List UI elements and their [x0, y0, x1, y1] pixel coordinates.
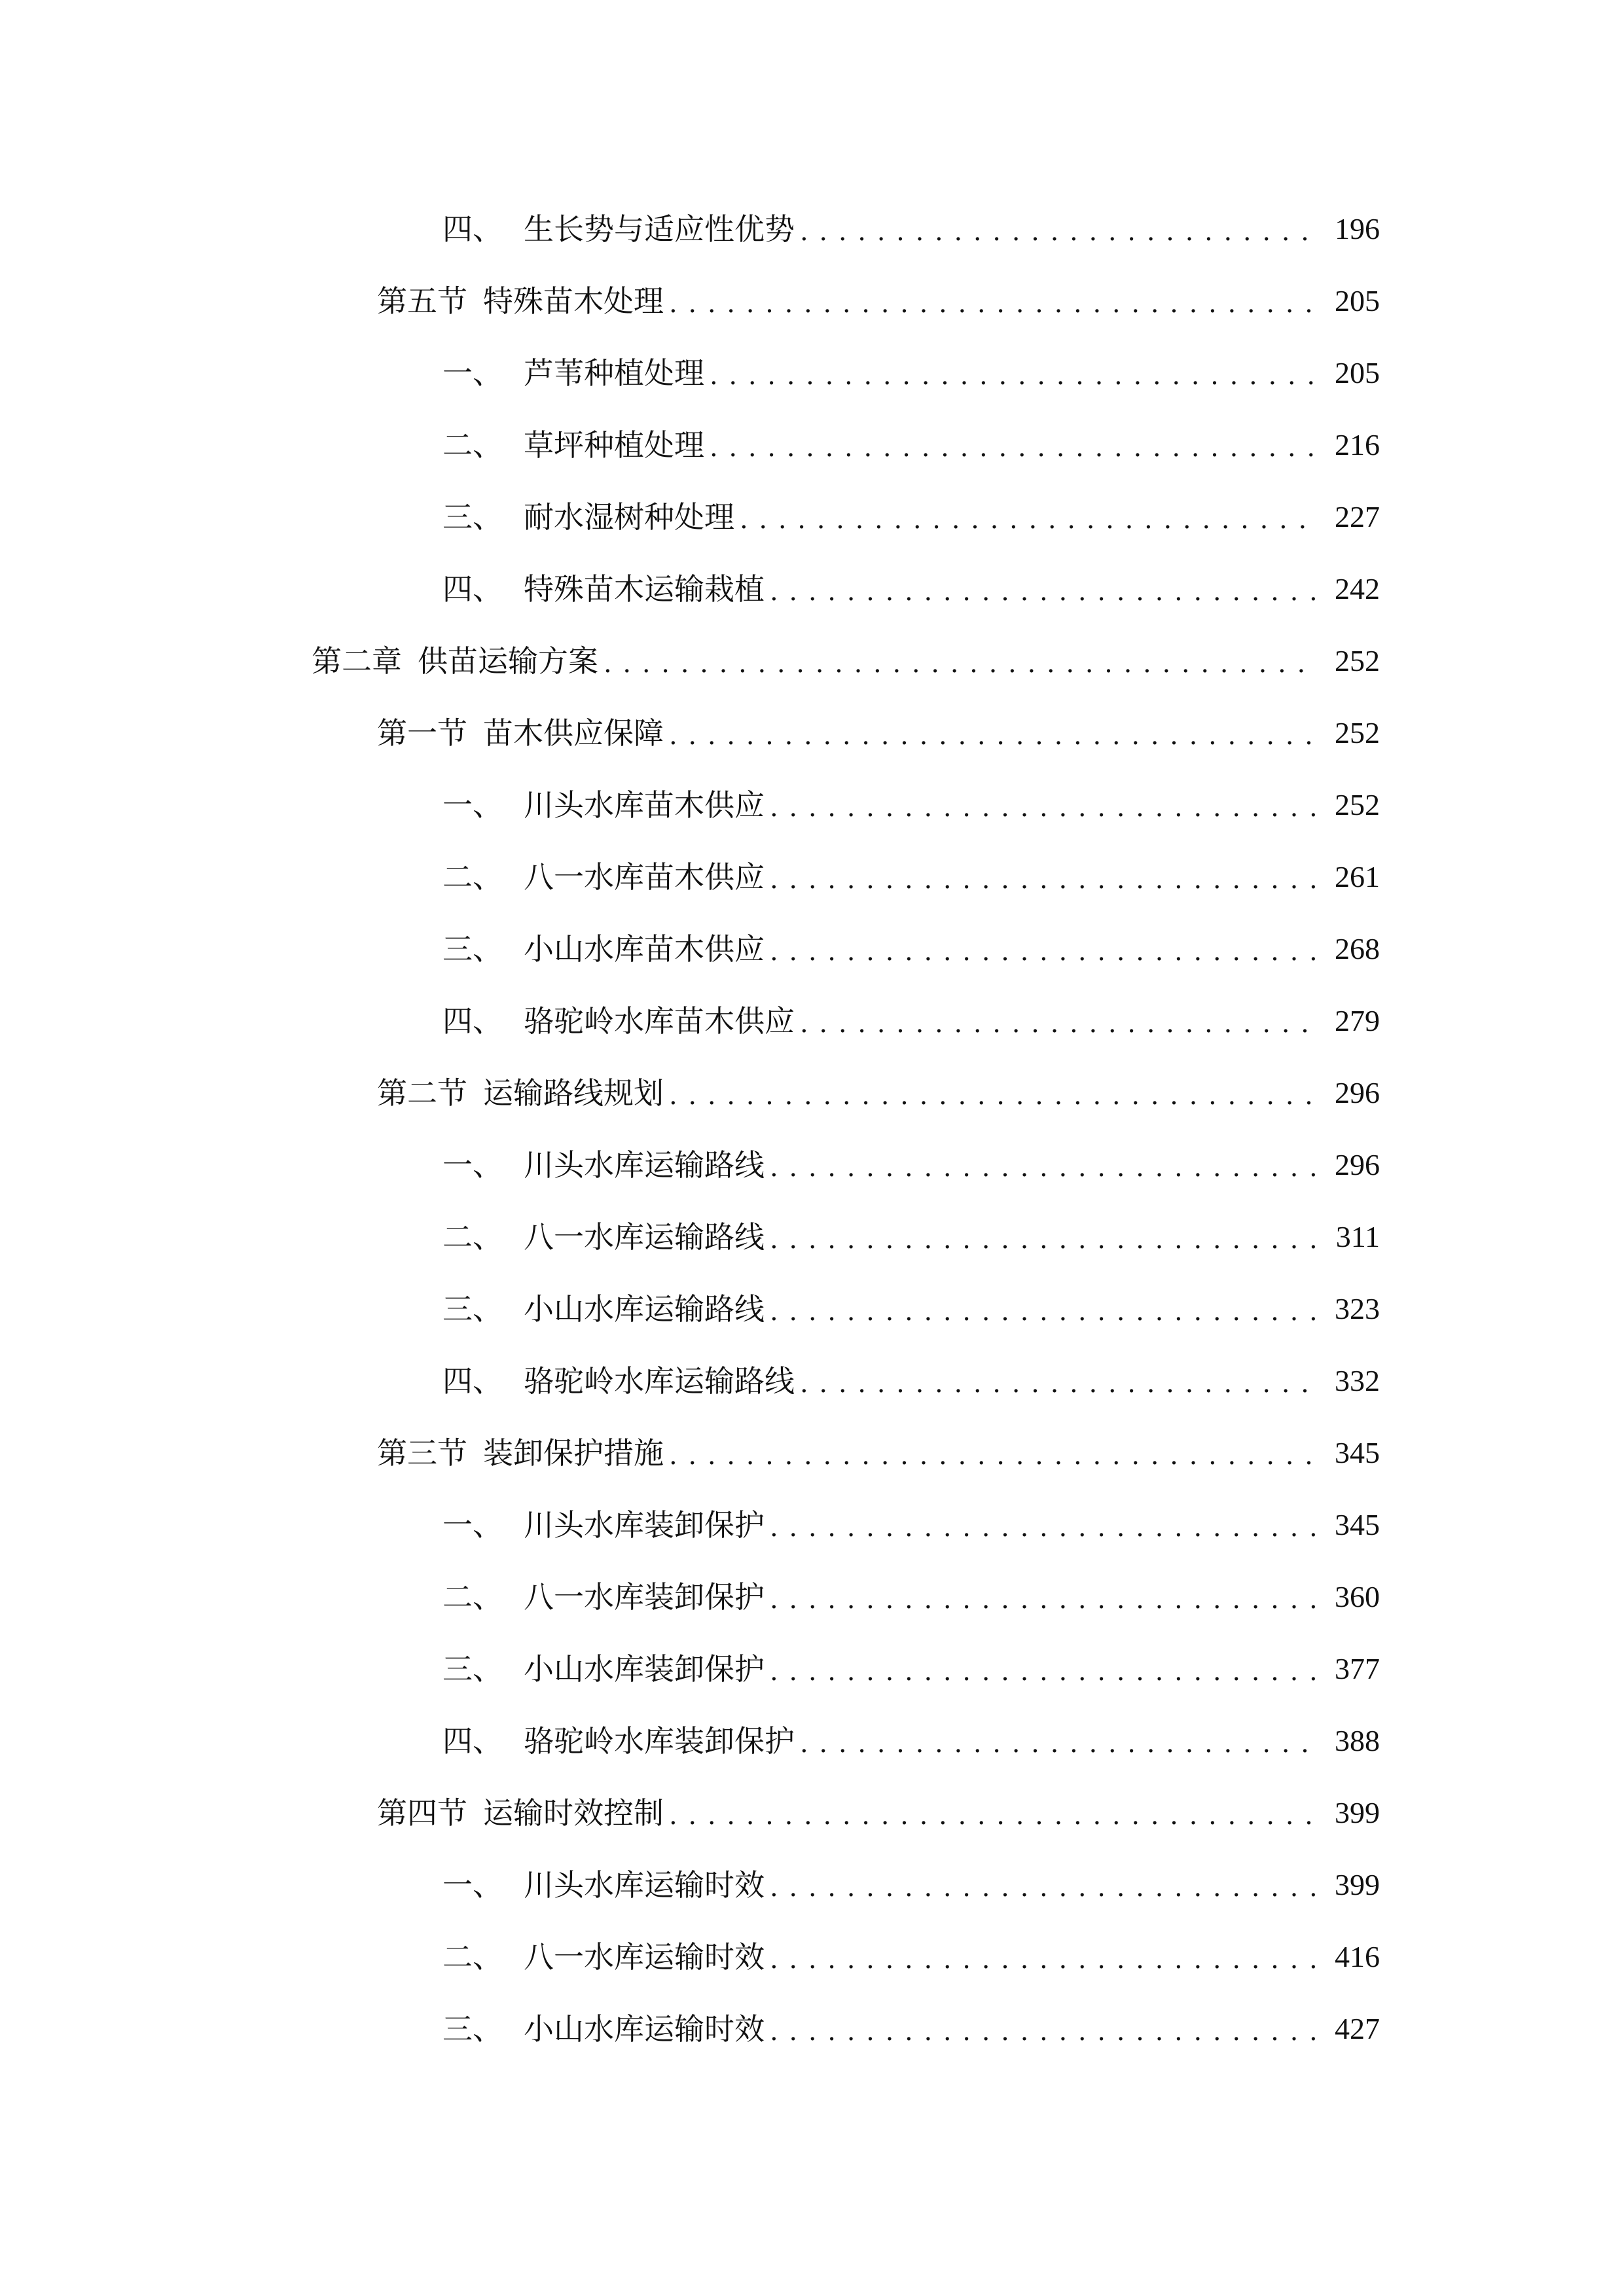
toc-entry[interactable]	[0, 635, 1624, 687]
toc-entry[interactable]	[0, 1643, 1624, 1695]
dot-leader	[710, 347, 1316, 399]
toc-entry-title: 苗木供应保障	[483, 715, 664, 751]
dot-leader	[770, 1211, 1316, 1263]
toc-entry-page: 227	[1335, 500, 1380, 533]
dot-leader	[800, 1355, 1316, 1407]
toc-entry[interactable]	[0, 923, 1624, 975]
toc-entry-number: 三、	[442, 931, 503, 967]
toc-entry-number: 四、	[442, 1723, 503, 1759]
toc-entry-title: 川头水库苗木供应	[524, 787, 765, 823]
toc-entry-page: 205	[1335, 284, 1380, 317]
toc-entry-title: 骆驼岭水库苗木供应	[524, 1003, 795, 1039]
toc-entry-number: 二、	[442, 1219, 503, 1255]
toc-entry-page: 311	[1335, 1220, 1380, 1253]
toc-entry[interactable]	[0, 995, 1624, 1047]
toc-entry-title: 川头水库运输路线	[524, 1147, 765, 1183]
toc-entry-number: 第一节	[377, 715, 467, 751]
toc-entry[interactable]	[0, 1859, 1624, 1911]
toc-entry-page: 399	[1335, 1796, 1380, 1829]
dot-leader	[770, 563, 1316, 615]
dot-leader	[669, 1067, 1316, 1119]
toc-entry-number: 二、	[442, 427, 503, 463]
toc-entry-title: 耐水湿树种处理	[524, 499, 734, 535]
toc-entry-title: 骆驼岭水库装卸保护	[524, 1723, 795, 1759]
toc-entry-page: 296	[1335, 1076, 1380, 1109]
toc-entry-title: 特殊苗木处理	[483, 283, 664, 319]
toc-entry-title: 八一水库运输时效	[524, 1939, 765, 1975]
toc-entry-title: 供苗运输方案	[418, 643, 598, 679]
toc-entry-page: 216	[1335, 428, 1380, 461]
toc-entry-page: 388	[1335, 1724, 1380, 1757]
toc-entry-number: 一、	[442, 1867, 503, 1903]
toc-entry[interactable]	[0, 419, 1624, 471]
toc-entry-page: 345	[1335, 1508, 1380, 1541]
toc-entry[interactable]	[0, 851, 1624, 903]
toc-entry-title: 八一水库装卸保护	[524, 1579, 765, 1615]
dot-leader	[669, 275, 1316, 327]
toc-entry-page: 399	[1335, 1868, 1380, 1901]
toc-entry-number: 四、	[442, 1003, 503, 1039]
toc-entry-title: 小山水库装卸保护	[524, 1651, 765, 1687]
toc-entry[interactable]	[0, 1931, 1624, 1983]
toc-entry-page: 427	[1335, 2012, 1380, 2045]
toc-entry-number: 第二节	[377, 1075, 467, 1111]
toc-entry-title: 小山水库苗木供应	[524, 931, 765, 967]
toc-entry[interactable]	[0, 1571, 1624, 1623]
toc-entry-title: 装卸保护措施	[483, 1435, 664, 1471]
dot-leader	[604, 635, 1316, 687]
toc-entry-number: 四、	[442, 571, 503, 607]
toc-entry[interactable]	[0, 1139, 1624, 1191]
toc-entry-number: 一、	[442, 355, 503, 391]
toc-entry-page: 323	[1335, 1292, 1380, 1325]
toc-entry-page: 242	[1335, 572, 1380, 605]
toc-entry-page: 360	[1335, 1580, 1380, 1613]
toc-entry-title: 运输路线规划	[483, 1075, 664, 1111]
toc-entry-number: 第五节	[377, 283, 467, 319]
dot-leader	[770, 1139, 1316, 1191]
toc-entry-page: 205	[1335, 356, 1380, 389]
toc-entry-number: 三、	[442, 499, 503, 535]
toc-entry-page: 268	[1335, 932, 1380, 965]
toc-entry[interactable]	[0, 563, 1624, 615]
toc-entry[interactable]	[0, 1211, 1624, 1263]
dot-leader	[770, 1643, 1316, 1695]
dot-leader	[669, 707, 1316, 759]
toc-entry[interactable]	[0, 779, 1624, 831]
dot-leader	[770, 1499, 1316, 1551]
toc-entry-number: 一、	[442, 1147, 503, 1183]
toc-entry[interactable]	[0, 2003, 1624, 2055]
toc-entry-number: 一、	[442, 1507, 503, 1543]
toc-entry-number: 二、	[442, 1579, 503, 1615]
toc-entry-title: 川头水库运输时效	[524, 1867, 765, 1903]
toc-entry-title: 生长势与适应性优势	[524, 211, 795, 247]
toc-entry-page: 196	[1335, 212, 1380, 245]
dot-leader	[710, 419, 1316, 471]
toc-entry-page: 332	[1335, 1364, 1380, 1397]
toc-entry-page: 416	[1335, 1940, 1380, 1973]
toc-entry-title: 小山水库运输路线	[524, 1291, 765, 1327]
toc-entry-page: 279	[1335, 1004, 1380, 1037]
toc-entry[interactable]	[0, 1283, 1624, 1335]
toc-entry-page: 345	[1335, 1436, 1380, 1469]
dot-leader	[770, 1283, 1316, 1335]
toc-entry-number: 三、	[442, 1291, 503, 1327]
toc-entry[interactable]	[0, 491, 1624, 543]
toc-entry-title: 骆驼岭水库运输路线	[524, 1363, 795, 1399]
dot-leader	[770, 851, 1316, 903]
toc-entry-title: 八一水库苗木供应	[524, 859, 765, 895]
dot-leader	[770, 2003, 1316, 2055]
dot-leader	[669, 1427, 1316, 1479]
dot-leader	[800, 203, 1316, 255]
dot-leader	[770, 1571, 1316, 1623]
toc-entry-number: 四、	[442, 211, 503, 247]
toc-entry[interactable]	[0, 1787, 1624, 1839]
dot-leader	[770, 1931, 1316, 1983]
toc-entry-number: 第二章	[312, 643, 402, 679]
toc-entry-number: 一、	[442, 787, 503, 823]
toc-entry-title: 川头水库装卸保护	[524, 1507, 765, 1543]
toc-entry-number: 三、	[442, 2011, 503, 2047]
toc-entry-title: 特殊苗木运输栽植	[524, 571, 765, 607]
dot-leader	[740, 491, 1316, 543]
toc-entry-page: 377	[1335, 1652, 1380, 1685]
toc-entry[interactable]	[0, 275, 1624, 327]
toc-entry-title: 八一水库运输路线	[524, 1219, 765, 1255]
toc-entry-page: 252	[1335, 788, 1380, 821]
toc-entry-page: 252	[1335, 644, 1380, 677]
toc-entry-number: 四、	[442, 1363, 503, 1399]
toc-entry-number: 第三节	[377, 1435, 467, 1471]
toc-entry[interactable]	[0, 1427, 1624, 1479]
toc-entry[interactable]	[0, 707, 1624, 759]
toc-entry[interactable]	[0, 1499, 1624, 1551]
dot-leader	[770, 1859, 1316, 1911]
toc-entry[interactable]	[0, 347, 1624, 399]
toc-entry[interactable]	[0, 1715, 1624, 1767]
toc-entry-page: 261	[1335, 860, 1380, 893]
toc-entry-page: 296	[1335, 1148, 1380, 1181]
toc-entry-number: 二、	[442, 1939, 503, 1975]
dot-leader	[800, 995, 1316, 1047]
toc-entry[interactable]	[0, 1067, 1624, 1119]
toc-entry-page: 252	[1335, 716, 1380, 749]
toc-entry-number: 二、	[442, 859, 503, 895]
toc-entry-title: 运输时效控制	[483, 1795, 664, 1831]
dot-leader	[669, 1787, 1316, 1839]
dot-leader	[770, 923, 1316, 975]
toc-entry-title: 小山水库运输时效	[524, 2011, 765, 2047]
toc-entry-title: 草坪种植处理	[524, 427, 704, 463]
dot-leader	[770, 779, 1316, 831]
toc-entry[interactable]	[0, 203, 1624, 255]
dot-leader	[800, 1715, 1316, 1767]
toc-entry-title: 芦苇种植处理	[524, 355, 704, 391]
toc-entry[interactable]	[0, 1355, 1624, 1407]
toc-entry-number: 第四节	[377, 1795, 467, 1831]
toc-entry-number: 三、	[442, 1651, 503, 1687]
